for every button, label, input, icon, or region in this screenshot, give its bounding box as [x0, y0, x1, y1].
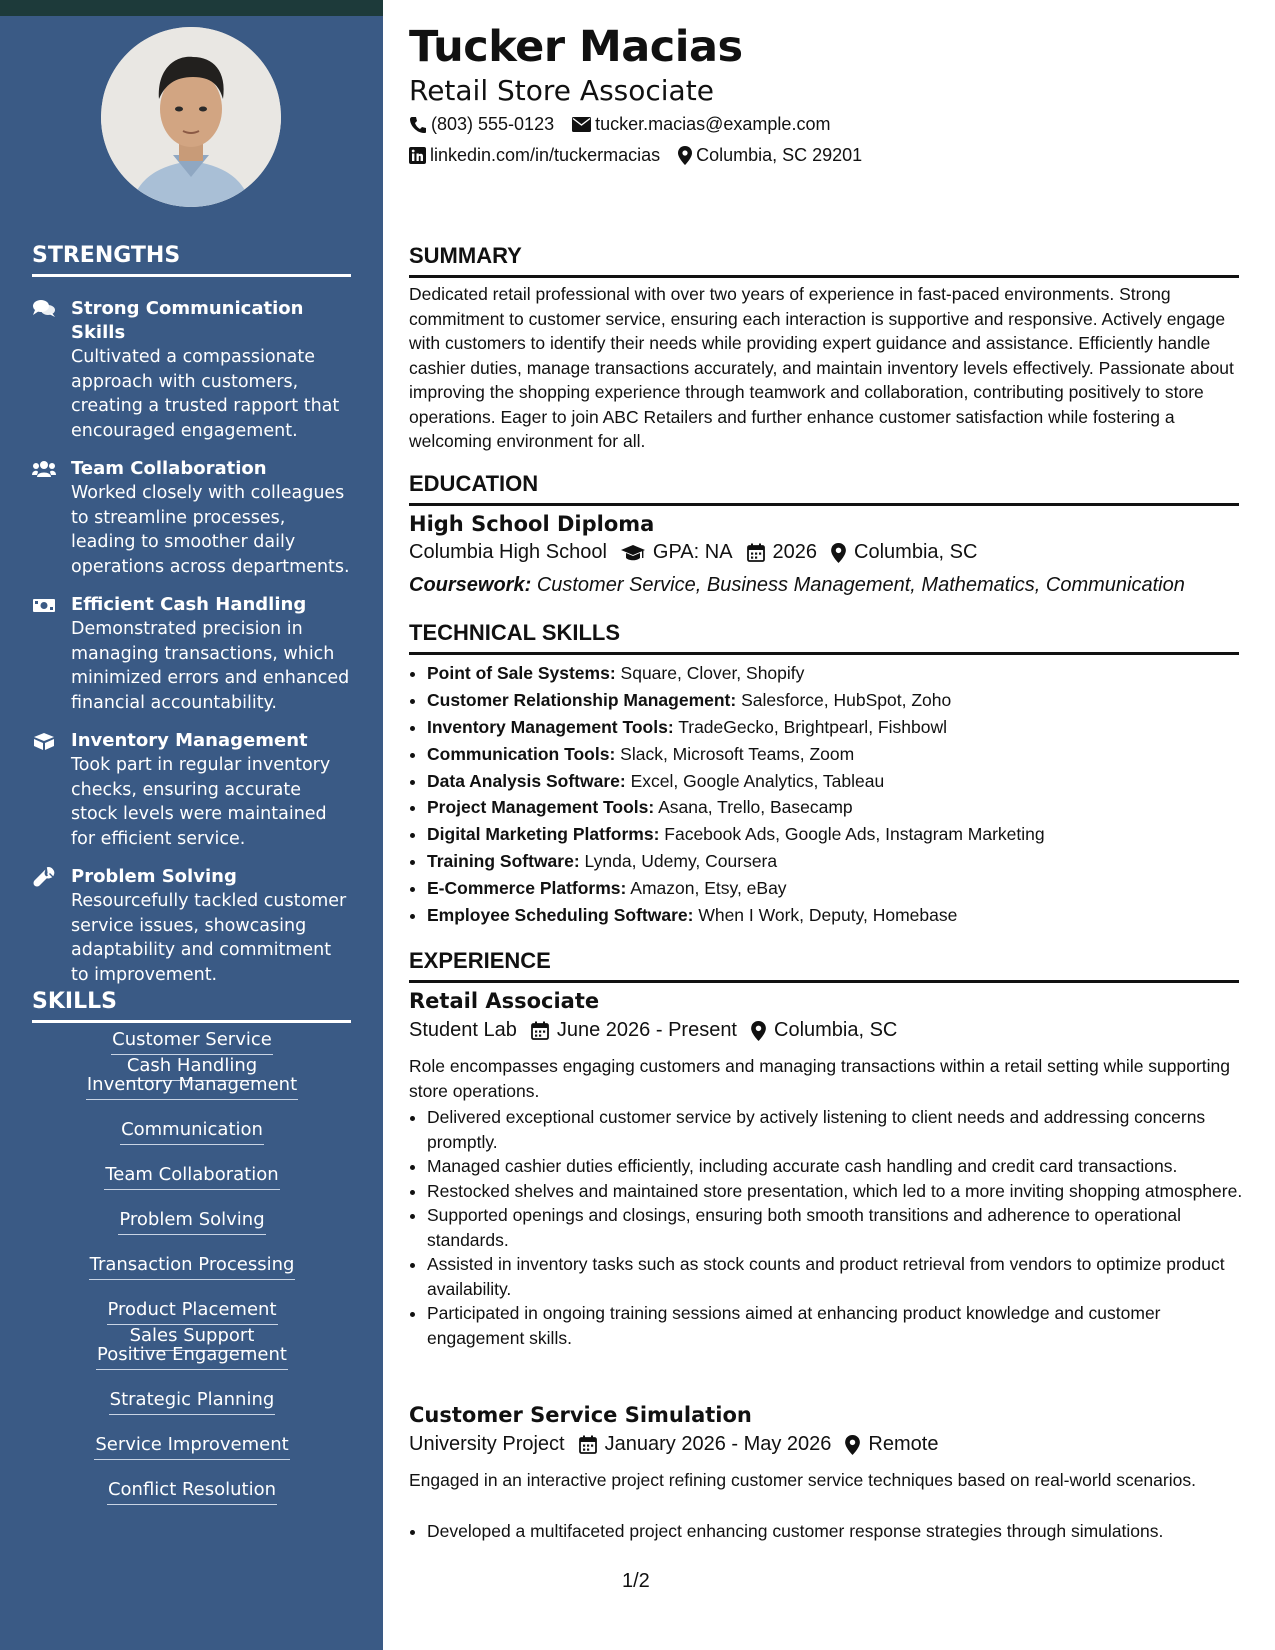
job-dates [531, 1019, 737, 1042]
gpa [621, 541, 733, 564]
education-location [831, 541, 977, 564]
location-text: Columbia, SC 29201 [696, 145, 863, 165]
skill-value: Square, Clover, Shopify [620, 663, 805, 683]
job-meta [409, 1019, 911, 1042]
strength-title: Strong Communication Skills [71, 298, 304, 343]
contact-phone [409, 114, 554, 135]
list-item: • Managed cashier duties efficiently, including accurate cash handling and credit card transactions. [427, 1154, 1257, 1179]
strength-item [32, 729, 352, 851]
contact-location [678, 145, 862, 166]
strength-item [32, 297, 352, 443]
skills-heading: SKILLS [32, 989, 351, 1023]
org-text: Student Lab [409, 1019, 517, 1041]
strength-item [32, 457, 352, 579]
list-item: • Supported openings and closings, ensuring both smooth transitions and adherence to operational standards. [427, 1203, 1257, 1252]
job-dates [579, 1433, 832, 1456]
skill-label: Employee Scheduling Software: [427, 905, 694, 926]
education-heading: EDUCATION [409, 471, 1239, 506]
strength-title: Problem Solving [71, 866, 237, 887]
coursework-label: Coursework: [409, 574, 532, 596]
strengths-heading: STRENGTHS [32, 243, 351, 277]
list-item [427, 661, 1257, 686]
job-bullets [409, 1105, 1257, 1350]
comments-icon [32, 299, 56, 319]
job-title: Customer Service Simulation [409, 1403, 752, 1427]
skill-value: Asana, Trello, Basecamp [658, 797, 853, 818]
skill-tag: Inventory Management [86, 1074, 298, 1100]
skill-tag: Problem Solving [118, 1209, 265, 1235]
candidate-name: Tucker Macias [409, 22, 743, 72]
experience-heading: EXPERIENCE [409, 948, 1239, 983]
sidebar-top-bar [0, 0, 383, 16]
dates-text: January 2026 - May 2026 [604, 1433, 832, 1455]
strength-title: Team Collaboration [71, 458, 267, 479]
skill-value: Amazon, Etsy, eBay [630, 878, 787, 899]
skill-tag: Service Improvement [94, 1434, 289, 1460]
linkedin-icon [409, 147, 426, 164]
strength-desc: Demonstrated precision in managing transactions, which minimized errors and enhanced financial accountability. [71, 619, 350, 713]
org-text: University Project [409, 1433, 565, 1455]
map-marker-icon [831, 543, 846, 563]
list-item [427, 903, 1257, 928]
map-marker-icon [751, 1021, 766, 1041]
wrench-icon [32, 867, 56, 887]
skill-tag: Cash Handling [126, 1055, 258, 1081]
degree-title: High School Diploma [409, 512, 655, 536]
list-item [427, 876, 1257, 901]
skill-tag: Transaction Processing [89, 1254, 296, 1280]
list-item [427, 795, 1257, 820]
job-org [409, 1019, 517, 1042]
strength-item [32, 865, 352, 987]
calendar-icon [747, 543, 765, 562]
skill-label: Training Software: [427, 851, 580, 872]
job-summary: Engaged in an interactive project refining customer service techniques based on real-world scenarios. [409, 1470, 1196, 1490]
skill-value: Lynda, Udemy, Coursera [584, 851, 778, 872]
page-number: 1/2 [622, 1570, 650, 1592]
contact-email[interactable] [572, 114, 830, 135]
job-summary: Role encompasses engaging customers and managing transactions within a retail setting while supporting store operations. [409, 1056, 1231, 1101]
skill-tag: Sales Support [129, 1325, 256, 1351]
contact-row-1 [409, 114, 848, 135]
strength-title: Inventory Management [71, 730, 308, 751]
strength-desc: Resourcefully tackled customer service issues, showcasing adaptability and commitment to improvement. [71, 891, 347, 985]
contact-linkedin[interactable] [409, 145, 660, 166]
map-marker-icon [678, 146, 692, 165]
profile-photo [101, 27, 281, 207]
list-item: • Assisted in inventory tasks such as stock counts and product retrieval from vendors to optimize product availability. [427, 1252, 1257, 1301]
skill-tag: Conflict Resolution [107, 1479, 277, 1505]
skill-label: E-Commerce Platforms: [427, 878, 627, 899]
skill-tag: Communication [120, 1119, 264, 1145]
job-bullets [409, 1519, 1257, 1544]
skill-tag: Product Placement [107, 1299, 278, 1325]
list-item: • Participated in ongoing training sessions aimed at enhancing product knowledge and customer engagement skills. [427, 1301, 1257, 1350]
strength-item [32, 593, 352, 715]
calendar-icon [579, 1435, 597, 1454]
strength-title: Efficient Cash Handling [71, 594, 307, 615]
summary-heading: SUMMARY [409, 243, 1239, 278]
list-item [427, 688, 1257, 713]
skill-tag: Strategic Planning [109, 1389, 276, 1415]
list-item: • Restocked shelves and maintained store presentation, which led to a more inviting shopping atmosphere. [427, 1179, 1257, 1204]
skill-value: Salesforce, HubSpot, Zoho [741, 689, 952, 710]
envelope-icon [572, 117, 591, 132]
skill-value: Excel, Google Analytics, Tableau [630, 770, 885, 791]
graduation-cap-icon [621, 544, 645, 562]
technical-skills-heading: TECHNICAL SKILLS [409, 620, 1239, 655]
list-item [427, 769, 1257, 794]
graduation-year [747, 541, 818, 564]
list-item [427, 849, 1257, 874]
strength-desc: Cultivated a compassionate approach with customers, creating a trusted rapport that encouraged engagement. [71, 347, 340, 441]
list-item: • Delivered exceptional customer service by actively listening to client needs and addressing concerns promptly. [427, 1105, 1257, 1154]
education-location-text: Columbia, SC [854, 541, 978, 563]
skill-label: Communication Tools: [427, 743, 616, 764]
year-text: 2026 [772, 541, 818, 563]
job-location-text: Columbia, SC [774, 1019, 898, 1041]
skill-value: When I Work, Deputy, Homebase [698, 905, 958, 926]
skill-label: Digital Marketing Platforms: [427, 824, 660, 845]
dates-text: June 2026 - Present [556, 1019, 737, 1041]
skill-label: Point of Sale Systems: [427, 663, 616, 683]
job-location [845, 1433, 938, 1456]
skill-value: Slack, Microsoft Teams, Zoom [620, 743, 855, 764]
money-bill-icon [32, 595, 56, 615]
job-location-text: Remote [868, 1433, 939, 1455]
phone-text: (803) 555-0123 [431, 114, 555, 134]
job-location [751, 1019, 897, 1042]
coursework-text: Customer Service, Business Management, Mathematics, Communication [536, 574, 1185, 596]
school-name [409, 541, 607, 564]
skill-label: Customer Relationship Management: [427, 689, 737, 710]
boxes-icon [32, 731, 56, 751]
skill-tag: Team Collaboration [104, 1164, 279, 1190]
coursework [409, 572, 1239, 598]
list-item [427, 742, 1257, 767]
calendar-icon [531, 1021, 549, 1040]
users-icon [32, 459, 56, 479]
skill-value: Facebook Ads, Google Ads, Instagram Marketing [664, 824, 1045, 845]
candidate-role: Retail Store Associate [409, 74, 714, 107]
gpa-text: GPA: NA [652, 541, 733, 563]
map-marker-icon [845, 1435, 860, 1455]
education-meta [409, 541, 991, 564]
job-meta [409, 1433, 952, 1456]
job-title: Retail Associate [409, 989, 600, 1013]
strength-desc: Took part in regular inventory checks, ensuring accurate stock levels were maintained for efficient service. [71, 755, 331, 849]
list-item [427, 822, 1257, 847]
phone-icon [409, 116, 427, 134]
skills-tags [32, 1029, 352, 1524]
skill-tag: Customer Service [111, 1029, 273, 1055]
contact-row-2 [409, 145, 880, 166]
skill-label: Data Analysis Software: [427, 770, 626, 791]
strengths-list [32, 297, 352, 1001]
technical-skills-list [409, 661, 1257, 930]
list-item [427, 715, 1257, 740]
email-text: tucker.macias@example.com [595, 114, 831, 134]
skill-tag: Positive Engagement [96, 1344, 288, 1370]
school-text: Columbia High School [409, 541, 607, 563]
skill-label: Project Management Tools: [427, 797, 655, 818]
skill-label: Inventory Management Tools: [427, 716, 674, 737]
linkedin-text: linkedin.com/in/tuckermacias [430, 145, 661, 165]
summary-text: Dedicated retail professional with over two years of experience in fast-paced environments. Strong commitment to customer service, ensuring each interaction is supportive and responsive. Actively engage with customers to identify their needs while providing expert guidance and assistance. Efficiently handle cashier duties, manage transactions accurately, and maintain inventory levels effectively. Passionate about improving the shopping experience through teamwork and collaboration, contributing positively to store operations. Eager to join ABC Retailers and further enhance customer satisfaction while fostering a welcoming environment for all. [409, 284, 1234, 451]
job-org [409, 1433, 565, 1456]
skill-value: TradeGecko, Brightpearl, Fishbowl [678, 716, 947, 737]
strength-desc: Worked closely with colleagues to streamline processes, leading to smoother daily operations across departments. [71, 483, 350, 577]
list-item: • Developed a multifaceted project enhancing customer response strategies through simulations. [427, 1519, 1257, 1544]
